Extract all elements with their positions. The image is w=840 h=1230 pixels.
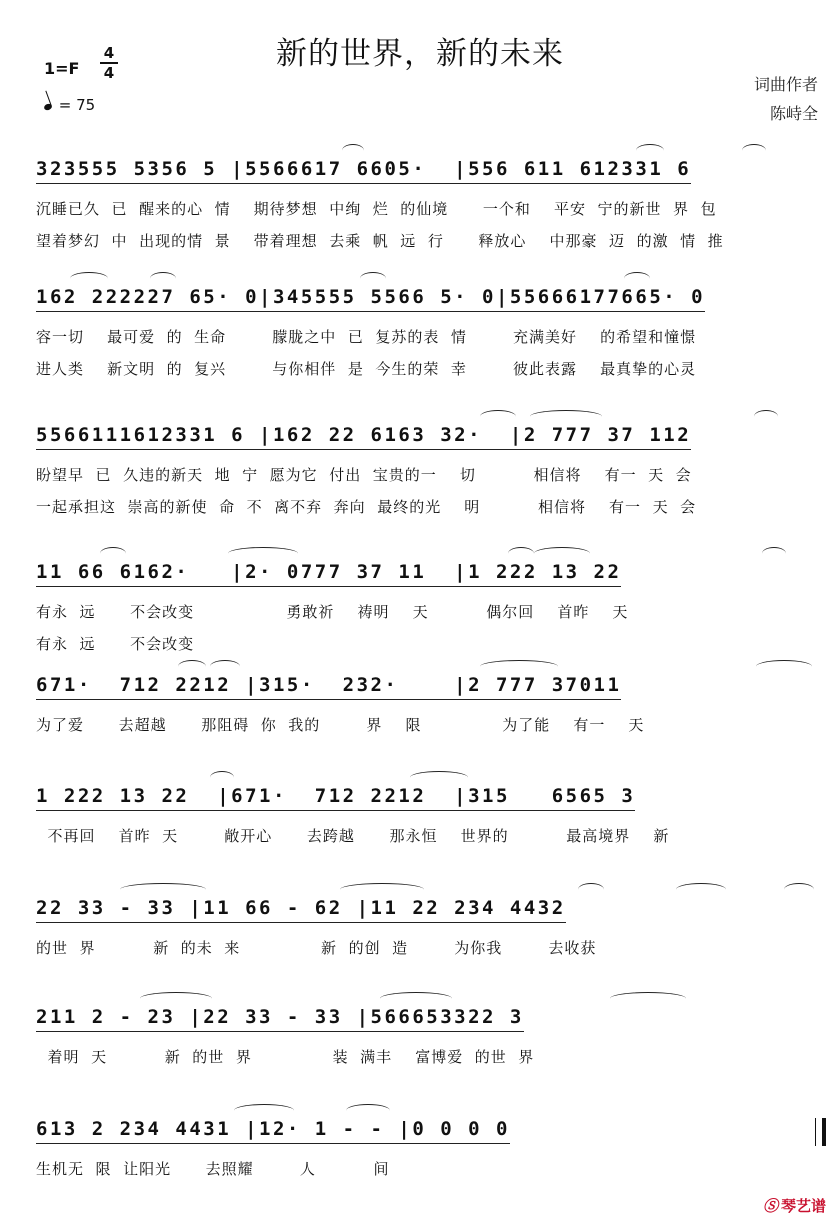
lyric-verse-1: 有永 远 不会改变 勇敢祈 祷明 天 偶尔回 首昨 天 — [36, 603, 629, 621]
slur-mark — [610, 992, 686, 1005]
lyric-verse-1: 的世 界 新 的未 来 新 的创 造 为你我 去收获 — [36, 939, 597, 957]
slur-mark — [140, 992, 212, 1005]
slur-mark — [340, 883, 424, 896]
lyric-verse-1: 生机无 限 让阳光 去照耀 人 间 — [36, 1160, 390, 1178]
slur-mark — [530, 410, 602, 423]
quarter-note-icon — [43, 103, 53, 111]
slur-mark — [380, 992, 452, 1005]
slur-mark — [234, 1104, 294, 1117]
lyric-verse-2: 望着梦幻 中 出现的情 景 带着理想 去乘 帆 远 行 释放心 中那豪 迈 的激 情 推 — [36, 232, 724, 250]
meter-top: 4 — [103, 44, 115, 62]
slur-mark — [120, 883, 206, 896]
slur-mark — [480, 660, 558, 673]
slur-mark — [762, 547, 786, 560]
credit-name: 陈峙全 — [769, 104, 818, 123]
slur-mark — [210, 660, 240, 673]
lyric-verse-2: 进人类 新文明 的 复兴 与你相伴 是 今生的荣 幸 彼此表露 最真挚的心灵 — [36, 360, 697, 378]
notation-line: 11 66 6162· |2· 0777 37 11 |1 222 13 22 — [36, 561, 621, 587]
lyric-verse-1: 沉睡已久 已 醒来的心 情 期待梦想 中绚 烂 的仙境 一个和 平安 宁的新世 界 包 — [36, 200, 717, 218]
watermark-logo — [763, 1195, 826, 1216]
slur-mark — [534, 547, 590, 560]
slur-mark — [410, 771, 468, 784]
slur-mark — [624, 272, 650, 285]
slur-mark — [210, 771, 234, 784]
slur-mark — [756, 660, 812, 673]
song-title: 新的世界，新的未来 — [276, 36, 564, 72]
slur-mark — [178, 660, 206, 673]
tempo-value: = 75 — [58, 96, 96, 114]
slur-mark — [228, 547, 298, 560]
slur-mark — [360, 272, 386, 285]
slur-mark — [480, 410, 516, 423]
slur-mark — [754, 410, 778, 423]
slur-mark — [578, 883, 604, 896]
notation-line: 1 222 13 22 |671· 712 2212 |315 6565 3 — [36, 785, 635, 811]
notation-line: 162 222227 65· 0|345555 5566 5· 0|55666177665· 0 — [36, 286, 705, 312]
key-signature: 1=F — [44, 59, 80, 78]
lyric-verse-2: 有永 远 不会改变 — [36, 635, 195, 653]
lyric-verse-1: 盼望早 已 久违的新天 地 宁 愿为它 付出 宝贵的一 切 相信将 有一 天 会 — [36, 466, 692, 484]
slur-mark — [742, 144, 766, 157]
logo-text: 琴艺谱 — [780, 1197, 826, 1215]
slur-mark — [150, 272, 176, 285]
slur-mark — [346, 1104, 390, 1117]
notation-line: 671· 712 2212 |315· 232· |2 777 37011 — [36, 674, 621, 700]
notation-line: 22 33 - 33 |11 66 - 62 |11 22 234 4432 — [36, 897, 566, 923]
slur-mark — [100, 547, 126, 560]
time-signature — [100, 45, 118, 81]
lyric-verse-1: 不再回 首昨 天 敞开心 去跨越 那永恒 世界的 最高境界 新 — [36, 827, 670, 845]
notation-line: 323555 5356 5 |5566617 6605· |556 611 612331 6 — [36, 158, 691, 184]
credit-role: 词曲作者 — [753, 75, 818, 94]
slur-mark — [784, 883, 814, 896]
tempo-mark — [44, 96, 95, 114]
slur-mark — [636, 144, 664, 157]
notation-line: 613 2 234 4431 |12· 1 - - |0 0 0 0 — [36, 1118, 510, 1144]
notation-line: 211 2 - 23 |22 33 - 33 |566653322 3 — [36, 1006, 524, 1032]
notation-line: 5566111612331 6 |162 22 6163 32· |2 777 37 112 — [36, 424, 691, 450]
slur-mark — [508, 547, 534, 560]
meter-bottom: 4 — [103, 64, 115, 82]
slur-mark — [70, 272, 108, 285]
logo-icon: Ⓢ — [762, 1197, 778, 1215]
slur-mark — [342, 144, 364, 157]
lyric-verse-2: 一起承担这 崇高的新使 命 不 离不弃 奔向 最终的光 明 相信将 有一 天 会 — [36, 498, 697, 516]
slur-mark — [676, 883, 726, 896]
lyric-verse-1: 着明 天 新 的世 界 装 满丰 富博爱 的世 界 — [36, 1048, 535, 1066]
final-barline — [815, 1118, 826, 1146]
lyric-verse-1: 容一切 最可爱 的 生命 朦胧之中 已 复苏的表 情 充满美好 的希望和憧憬 — [36, 328, 697, 346]
lyric-verse-1: 为了爱 去超越 那阻碍 你 我的 界 限 为了能 有一 天 — [36, 716, 645, 734]
